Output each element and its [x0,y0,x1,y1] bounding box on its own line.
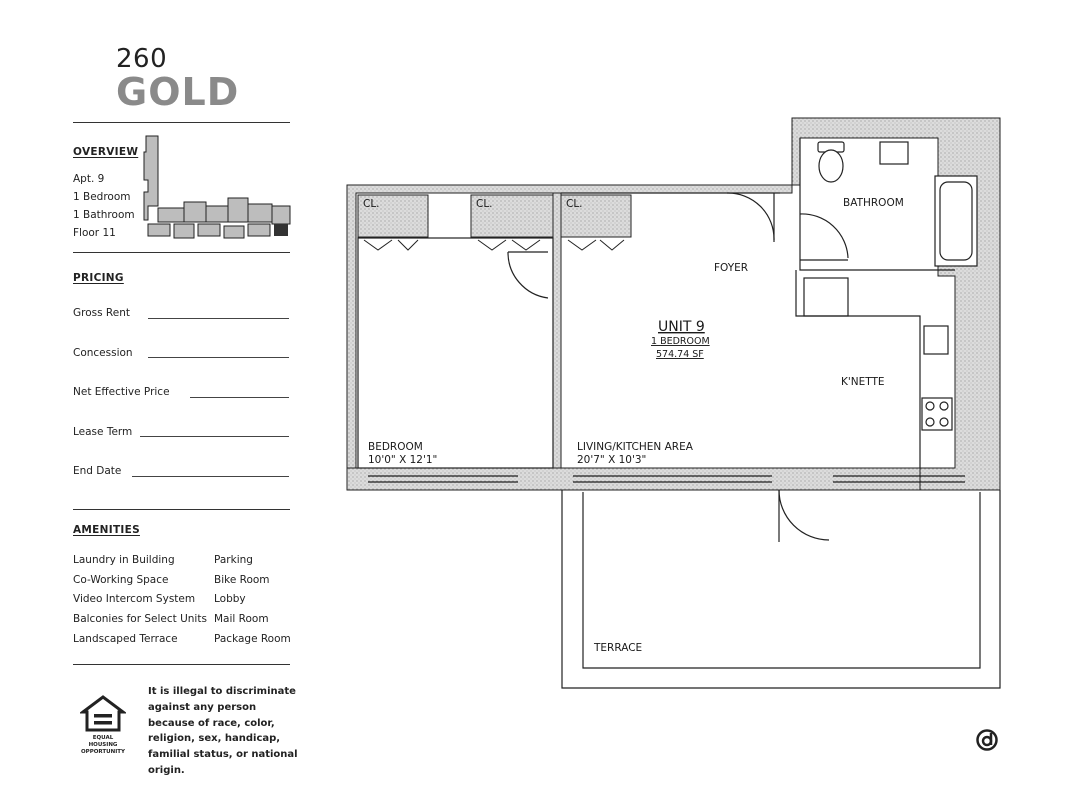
bedroom-dimensions: 10'0" X 12'1" [368,454,438,466]
amenity-item: Lobby [214,593,246,605]
overview-title: OVERVIEW [73,146,139,158]
closet-label: CL. [566,198,583,210]
unit-area: 574.74 SF [656,349,704,360]
terrace-outline [562,490,1000,688]
kitchen-sink [924,326,948,354]
brand-number: 260 [116,44,168,74]
unit-title: UNIT 9 [658,319,705,335]
living-label: LIVING/KITCHEN AREA [577,441,693,453]
gross-rent-label: Gross Rent [73,307,130,319]
unit-type: 1 BEDROOM [651,336,710,347]
kitchen-counter [796,270,920,468]
amenity-item: Video Intercom System [73,593,196,605]
toilet-bowl [819,150,843,182]
wall [553,193,561,468]
brand-logo-word: GOLD [116,70,240,114]
amenity-item: Co-Working Space [73,574,169,586]
closet-label: CL. [363,198,380,210]
amenity-item: Parking [214,554,253,566]
amenity-item: Bike Room [214,574,270,586]
closet-label: CL. [476,198,493,210]
kitchen-stove [922,398,952,430]
overview-floor: Floor 11 [73,227,116,239]
amenity-item: Package Room [214,633,291,645]
amenity-item: Laundry in Building [73,554,175,566]
overview-bedrooms: 1 Bedroom [73,191,131,203]
overview-bathrooms: 1 Bathroom [73,209,135,221]
pricing-title: PRICING [73,272,124,284]
bathtub-basin [940,182,972,260]
terrace-inner-outline [583,492,980,668]
terrace-label: TERRACE [594,642,643,654]
amenity-item: Balconies for Select Units [73,613,207,625]
bathroom-sink [880,142,908,164]
bedroom-outline [358,238,553,468]
living-dimensions: 20'7" X 10'3" [577,454,647,466]
lease-term-label: Lease Term [73,426,133,438]
equal-housing-label: EQUAL HOUSING OPPORTUNITY [80,735,125,755]
bedroom-label: BEDROOM [368,441,423,453]
bathroom-label: BATHROOM [843,197,904,209]
kitchen-cabinet [804,278,848,316]
amenity-item: Mail Room [214,613,269,625]
equal-housing-notice: It is illegal to discriminate against any person because of race, color, religion, sex, handicap, familial status, or national origin. [148,686,298,776]
overview-apartment: Apt. 9 [73,173,105,185]
amenities-title: AMENITIES [73,524,140,536]
net-effective-price-label: Net Effective Price [73,386,170,398]
foyer-label: FOYER [714,262,749,274]
kitchenette-label: K'NETTE [841,376,885,388]
amenity-item: Landscaped Terrace [73,633,178,645]
concession-label: Concession [73,347,133,359]
end-date-label: End Date [73,465,122,477]
wall [347,468,920,490]
